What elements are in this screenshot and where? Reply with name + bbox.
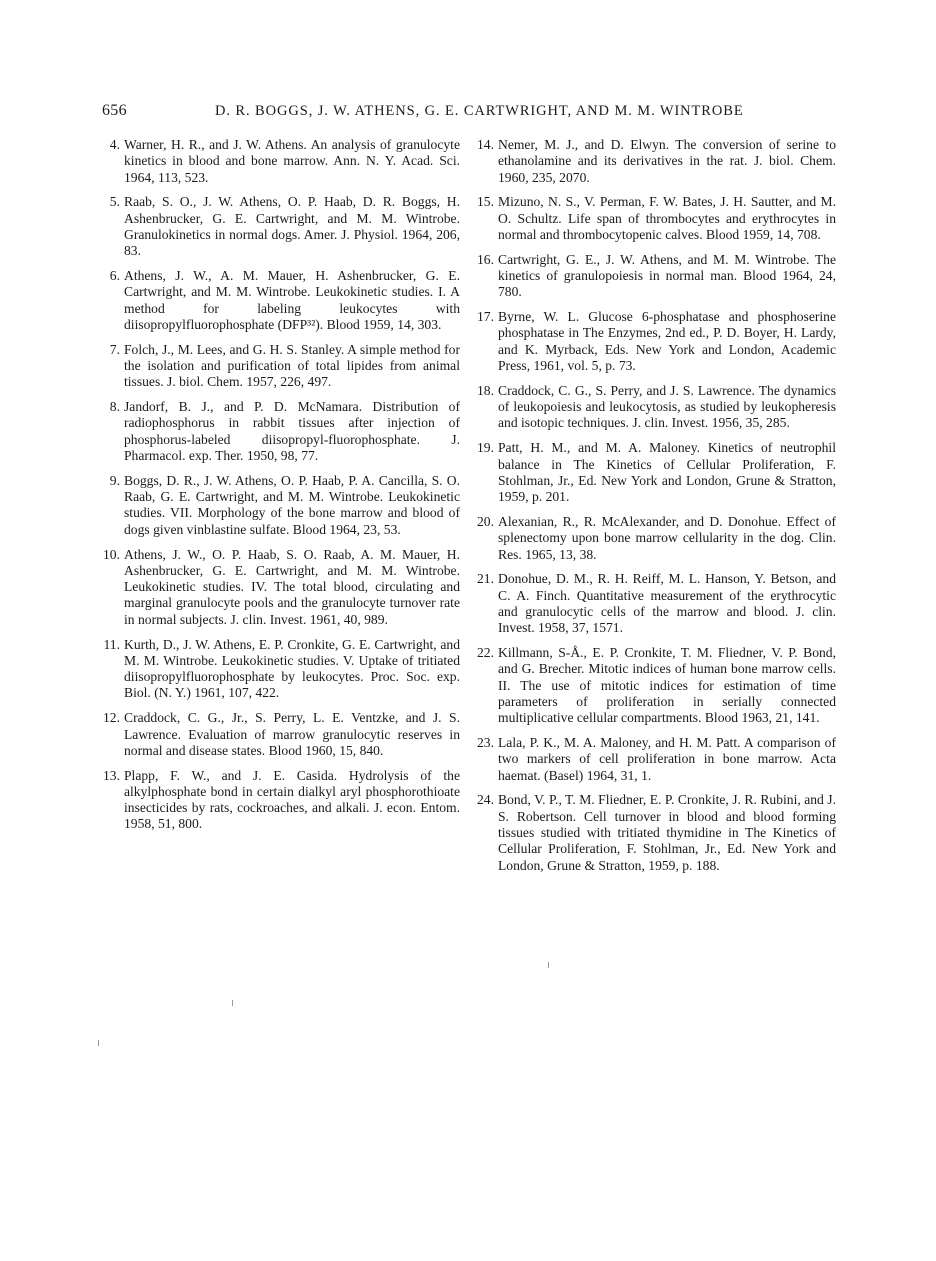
reference-number: 10. [103,546,120,562]
reference-number: 4. [109,137,120,152]
reference-item [476,571,836,636]
reference-text: Killmann, S-Å., E. P. Cronkite, T. M. Fliedner, V. P. Bond, and G. Brecher. Mitotic indices of human bone marrow cells. II. The use of mitotic indices for estimation of time parameters of proliferation in serially connected multiplicative cellular compartments. Blood 1963, 21, 141. [498,645,836,726]
reference-number: 13. [103,767,120,783]
page-number: 656 [102,102,127,119]
reference-item [476,735,836,784]
reference-text: Athens, J. W., O. P. Haab, S. O. Raab, A. M. Mauer, H. Ashenbrucker, G. E. Cartwright, and M. M. Wintrobe. Leukokinetic studies. IV. The total blood, circulating and marginal granulocyte pools and the granulocyte turnover rate in normal subjects. J. clin. Invest. 1961, 40, 989. [124,546,460,627]
reference-text: Mizuno, N. S., V. Perman, F. W. Bates, J. H. Sautter, and M. O. Schultz. Life span of thrombocytes and erythrocytes in normal and thrombocytopenic calves. Blood 1959, 14, 708. [498,194,836,242]
reference-text: Byrne, W. L. Glucose 6-phosphatase and phosphoserine phosphatase in The Enzymes, 2nd ed., P. D. Boyer, H. Lardy, and K. Myrback, Eds. New York and London, Academic Press, 1961, vol. 5, p. 73. [498,309,836,374]
reference-number: 9. [109,472,120,488]
reference-item [476,792,836,873]
reference-item [476,137,836,186]
page-header [102,102,836,126]
reference-number: 5. [109,194,120,210]
reference-number: 17. [477,309,494,325]
reference-text: Kurth, D., J. W. Athens, E. P. Cronkite, G. E. Cartwright, and M. M. Wintrobe. Leukokinetic studies. V. Uptake of tritiated diisopropylfluorophosphate by leukocytes. Proc. Soc. exp. Biol. (N. Y.) 1961, 107, 422. [124,636,460,701]
reference-text: Craddock, C. G., Jr., S. Perry, L. E. Ventzke, and J. S. Lawrence. Evaluation of marrow granulocytic reserves in normal and disease states. Blood 1960, 15, 840. [124,710,460,758]
reference-number: 14. [477,137,494,152]
reference-text: Lala, P. K., M. A. Maloney, and H. M. Patt. A comparison of two markers of cell proliferation in bone marrow. Acta haemat. (Basel) 1964, 31, 1. [498,735,836,783]
reference-item [476,252,836,301]
reference-item [102,710,460,759]
reference-number: 24. [477,792,494,808]
reference-number: 7. [109,341,120,357]
reference-text: Cartwright, G. E., J. W. Athens, and M. M. Wintrobe. The kinetics of granulopoiesis in normal man. Blood 1964, 24, 780. [498,251,836,300]
reference-item [102,547,460,628]
reference-item [102,637,460,702]
reference-item [102,268,460,333]
reference-text: Folch, J., M. Lees, and G. H. S. Stanley. A simple method for the isolation and purification of total lipides from animal tissues. J. biol. Chem. 1957, 226, 497. [124,341,460,390]
reference-number: 15. [477,194,494,210]
reference-text: Patt, H. M., and M. A. Maloney. Kinetics of neutrophil balance in The Kinetics of Cellular Proliferation, F. Stohlman, Jr., Ed. New York and London, Grune & Stratton, 1959, p. 201. [498,440,836,505]
reference-number: 11. [103,636,120,652]
reference-number: 22. [477,645,494,661]
reference-text: Bond, V. P., T. M. Fliedner, E. P. Cronkite, J. R. Rubini, and J. S. Robertson. Cell turnover in blood and blood forming tissues studied with tritiated thymidine in The Kinetics of Cellular Proliferation, F. Stohlman, Jr., Ed. New York and London, Grune & Stratton, 1959, p. 188. [498,792,836,873]
reference-number: 12. [103,710,120,726]
references-right-column [476,137,836,882]
reference-number: 20. [477,513,494,529]
scan-speck [548,962,549,968]
reference-text: Boggs, D. R., J. W. Athens, O. P. Haab, P. A. Cancilla, S. O. Raab, G. E. Cartwright, and M. M. Wintrobe. Leukokinetic studies. VII. Morphology of the bone marrow and blood of dogs given vinblastine sulfate. Blood 1964, 23, 53. [124,472,460,537]
reference-item [102,137,460,186]
reference-item [102,342,460,391]
reference-text: Alexanian, R., R. McAlexander, and D. Donohue. Effect of splenectomy upon bone marrow cellularity in the dog. Clin. Res. 1965, 13, 38. [498,513,836,562]
reference-number: 18. [477,382,494,398]
reference-number: 6. [109,268,120,284]
reference-item [102,194,460,259]
reference-text: Raab, S. O., J. W. Athens, O. P. Haab, D. R. Boggs, H. Ashenbrucker, G. E. Cartwright, and M. M. Wintrobe. Granulokinetics in normal dogs. Amer. J. Physiol. 1964, 206, 83. [124,194,460,259]
reference-text: Athens, J. W., A. M. Mauer, H. Ashenbrucker, G. E. Cartwright, and M. M. Wintrobe. Leukokinetic studies. I. A method for labeling leukocytes with diisopropylfluorophosphate (DFP³²). Blood 1959, 14, 303. [124,268,460,332]
reference-item [102,399,460,464]
reference-item [476,645,836,726]
scan-speck [98,1040,99,1046]
reference-item [476,383,836,432]
reference-number: 19. [477,440,494,456]
running-head: D. R. BOGGS, J. W. ATHENS, G. E. CARTWRIGHT, AND M. M. WINTROBE [215,103,744,119]
reference-text: Warner, H. R., and J. W. Athens. An analysis of granulocyte kinetics in blood and bone marrow. Ann. N. Y. Acad. Sci. 1964, 113, 523. [124,137,460,185]
reference-text: Craddock, C. G., S. Perry, and J. S. Lawrence. The dynamics of leukopoiesis and leukocytosis, as studied by leukopheresis and isotopic techniques. J. clin. Invest. 1956, 35, 285. [498,382,836,431]
reference-number: 21. [477,571,494,587]
reference-item [102,473,460,538]
references-left-column [102,137,460,841]
reference-item [476,194,836,243]
reference-number: 23. [477,735,494,750]
reference-text: Donohue, D. M., R. H. Reiff, M. L. Hanson, Y. Betson, and C. A. Finch. Quantitative measurement of the erythrocytic and granulocytic cells of the marrow and blood. J. clin. Invest. 1958, 37, 1571. [498,571,836,636]
reference-number: 8. [109,399,120,415]
reference-item [476,309,836,374]
reference-text: Plapp, F. W., and J. E. Casida. Hydrolysis of the alkylphosphate bond in certain dialkyl aryl phosphorothioate insecticides by rats, cockroaches, and alkali. J. econ. Entom. 1958, 51, 800. [124,767,460,832]
scan-speck [232,1000,233,1006]
reference-text: Nemer, M. J., and D. Elwyn. The conversion of serine to ethanolamine and its derivatives in the rat. J. biol. Chem. 1960, 235, 2070. [498,137,836,185]
reference-text: Jandorf, B. J., and P. D. McNamara. Distribution of radiophosphorus in rabbit tissues after injection of phosphorus-labeled diisopropyl-fluorophosphate. J. Pharmacol. exp. Ther. 1950, 98, 77. [124,399,460,464]
reference-number: 16. [477,251,494,267]
reference-item [476,514,836,563]
reference-item [102,768,460,833]
reference-item [476,440,836,505]
